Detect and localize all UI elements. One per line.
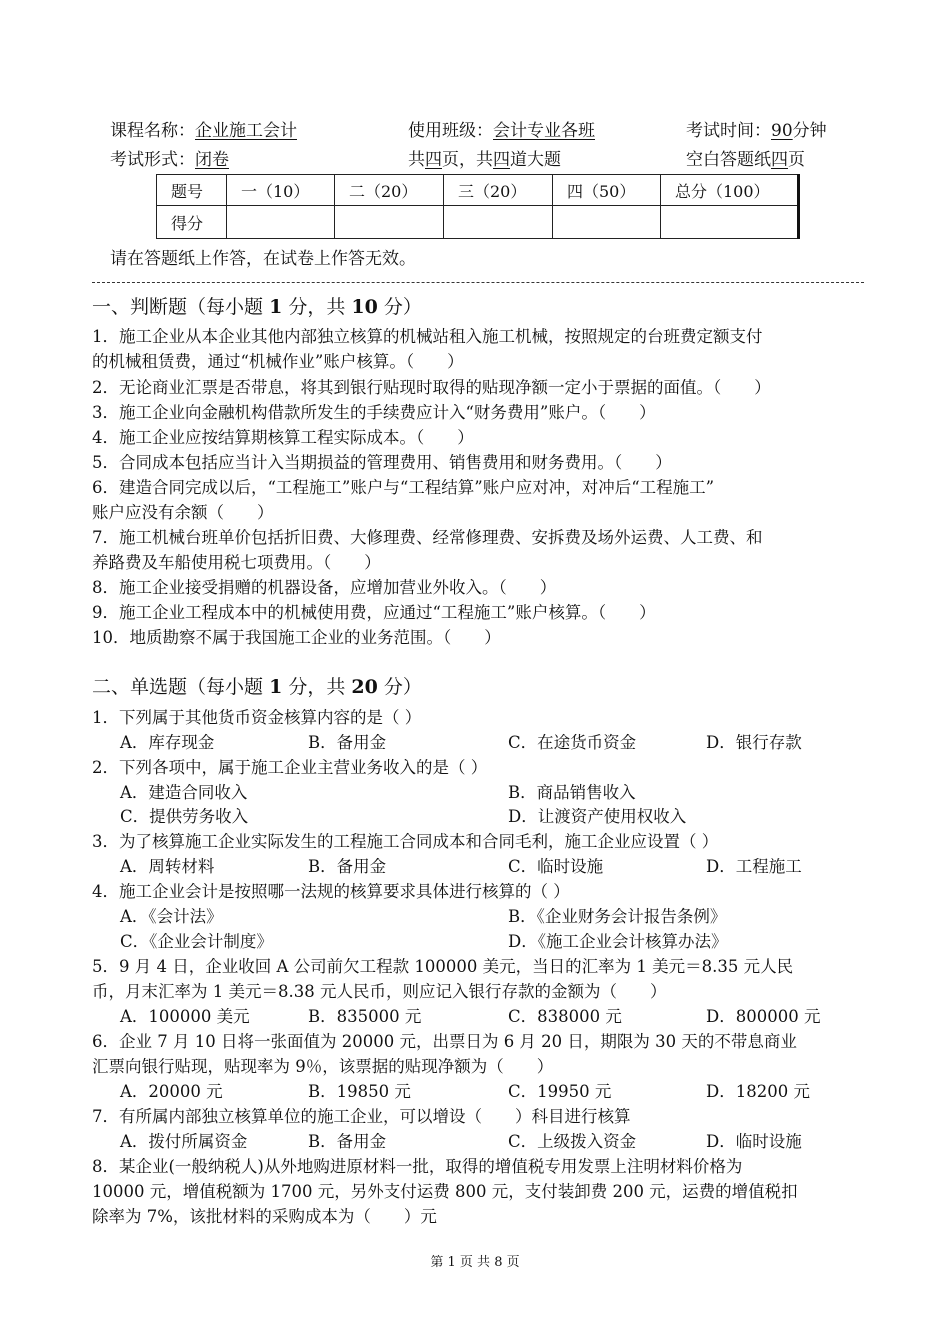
section2-title-mid: 分，共: [288, 676, 346, 698]
mc-option: C．提供劳务收入: [120, 807, 249, 826]
course-value: 企业施工会计: [195, 121, 297, 141]
blank-num: 四: [771, 150, 788, 170]
section2-title: [92, 672, 422, 699]
blank-sheets-info: [686, 145, 805, 170]
mc-option: D．工程施工: [706, 857, 802, 876]
section1-title: [92, 292, 422, 319]
course-label: 课程名称：: [110, 121, 195, 141]
tf-question-line: 养路费及车船使用税七项费用。（ ）: [92, 553, 381, 572]
format-label: 考试形式：: [110, 150, 195, 170]
score-cell: 三（20）: [444, 175, 553, 206]
mc-option: C．临时设施: [508, 857, 604, 876]
score-input-cell: [444, 206, 553, 239]
mc-option: B．备用金: [308, 733, 387, 752]
score-table-score-row: [157, 206, 799, 239]
mc-option: C．《企业会计制度》: [120, 932, 273, 951]
time-unit: 分钟: [792, 121, 827, 141]
tf-question-line: 的机械租赁费，通过“机械作业”账户核算。（ ）: [92, 352, 464, 371]
class-info: [408, 116, 595, 141]
tf-question-line: 5．合同成本包括应当计入当期损益的管理费用、销售费用和财务费用。（ ）: [92, 453, 672, 472]
mc-option: D．800000 元: [706, 1007, 821, 1026]
format-value: 闭卷: [195, 150, 229, 170]
pages-mid: 页，共: [442, 150, 493, 170]
section2-title-post: 分）: [383, 676, 422, 698]
mc-option: C．在途货币资金: [508, 733, 637, 752]
questions-post: 道大题: [510, 150, 561, 170]
section2-title-n1: 1: [269, 676, 283, 698]
section1-title-post: 分）: [383, 296, 422, 318]
class-label: 使用班级：: [408, 121, 493, 141]
mc-question-stem: 除率为 7%，该批材料的采购成本为（ ）元: [92, 1207, 437, 1226]
mc-question-stem: 汇票向银行贴现，贴现率为 9％，该票据的贴现净额为（ ）: [92, 1057, 554, 1076]
mc-option: D．银行存款: [706, 733, 802, 752]
course-name: [110, 116, 297, 141]
section1-title-pre: 一、判断题（每小题: [92, 296, 264, 318]
section2-title-pre: 二、单选题（每小题: [92, 676, 264, 698]
tf-question-line: 9．施工企业工程成本中的机械使用费，应通过“工程施工”账户核算。（ ）: [92, 603, 656, 622]
mc-option: C．上级拨入资金: [508, 1132, 637, 1151]
page-footer: 第 1 页 共 8 页: [430, 1255, 520, 1270]
mc-question-stem: 1．下列属于其他货币资金核算内容的是（ ）: [92, 708, 422, 727]
section1-title-n2: 10: [351, 296, 378, 318]
mc-option: C．19950 元: [508, 1082, 612, 1101]
pages-num: 四: [425, 150, 442, 170]
score-cell: 四（50）: [553, 175, 661, 206]
mc-question-stem: 币，月末汇率为 1 美元＝8.38 元人民币，则应记入银行存款的金额为（ ）: [92, 982, 667, 1001]
mc-option: B．商品销售收入: [508, 783, 636, 802]
mc-question-stem: 2．下列各项中，属于施工企业主营业务收入的是（ ）: [92, 758, 488, 777]
mc-question-stem: 6．企业 7 月 10 日将一张面值为 20000 元，出票日为 6 月 20 日，期限为 30 天的不带息商业: [92, 1032, 797, 1051]
mc-option: A．20000 元: [120, 1082, 223, 1101]
mc-option: B．备用金: [308, 1132, 387, 1151]
instruction: 请在答题纸上作答，在试卷上作答无效。: [110, 249, 416, 269]
class-value: 会计专业各班: [493, 121, 595, 141]
mc-option: D．临时设施: [706, 1132, 802, 1151]
mc-option: A．《会计法》: [120, 907, 223, 926]
score-input-cell: [335, 206, 444, 239]
mc-question-stem: 8．某企业(一般纳税人)从外地购进原材料一批，取得的增值税专用发票上注明材料价格为: [92, 1157, 743, 1176]
score-cell: 题号: [157, 175, 227, 206]
mc-option: B．19850 元: [308, 1082, 411, 1101]
tf-question-line: 3．施工企业向金融机构借款所发生的手续费应计入“财务费用”账户。（ ）: [92, 403, 656, 422]
score-table-header-row: [157, 175, 799, 206]
score-table: [156, 174, 800, 239]
mc-option: A．周转材料: [120, 857, 215, 876]
mc-option: B．备用金: [308, 857, 387, 876]
mc-option: C．838000 元: [508, 1007, 622, 1026]
tf-question-line: 6．建造合同完成以后，“工程施工”账户与“工程结算”账户应对冲，对冲后“工程施工”: [92, 478, 715, 497]
tf-question-line: 4．施工企业应按结算期核算工程实际成本。（ ）: [92, 428, 474, 447]
mc-option: A．100000 美元: [120, 1007, 250, 1026]
dashed-divider: [92, 282, 864, 283]
score-input-cell: [227, 206, 335, 239]
mc-option: A．库存现金: [120, 733, 215, 752]
mc-option: B．835000 元: [308, 1007, 422, 1026]
section1-title-n1: 1: [269, 296, 283, 318]
questions-num: 四: [493, 150, 510, 170]
tf-question-line: 账户应没有余额（ ）: [92, 503, 274, 522]
tf-question-line: 2．无论商业汇票是否带息，将其到银行贴现时取得的贴现净额一定小于票据的面值。（ ）: [92, 378, 771, 397]
time-label: 考试时间：: [686, 121, 771, 141]
tf-question-line: 1．施工企业从本企业其他内部独立核算的机械站租入施工机械，按照规定的台班费定额支付: [92, 327, 763, 346]
mc-option: D．《施工企业会计核算办法》: [508, 932, 728, 951]
score-input-cell: [661, 206, 799, 239]
mc-question-stem: 10000 元，增值税额为 1700 元，另外支付运费 800 元，支付装卸费 200 元，运费的增值税扣: [92, 1182, 798, 1201]
exam-format: [110, 145, 229, 170]
mc-question-stem: 5．9 月 4 日，企业收回 A 公司前欠工程款 100000 美元，当日的汇率为 1 美元＝8.35 元人民: [92, 957, 794, 976]
exam-time: [686, 116, 827, 141]
mc-question-stem: 3．为了核算施工企业实际发生的工程施工合同成本和合同毛利，施工企业应设置（ ）: [92, 832, 719, 851]
score-cell: 二（20）: [335, 175, 444, 206]
mc-question-stem: 4．施工企业会计是按照哪一法规的核算要求具体进行核算的（ ）: [92, 882, 570, 901]
score-cell: 总分（100）: [661, 175, 799, 206]
tf-question-line: 10．地质勘察不属于我国施工企业的业务范围。（ ）: [92, 628, 501, 647]
mc-option: A．拨付所属资金: [120, 1132, 248, 1151]
mc-option: D．18200 元: [706, 1082, 810, 1101]
mc-option: A．建造合同收入: [120, 783, 248, 802]
tf-question-line: 7．施工机械台班单价包括折旧费、大修理费、经常修理费、安拆费及场外运费、人工费、和: [92, 528, 763, 547]
mc-option: B．《企业财务会计报告条例》: [508, 907, 727, 926]
tf-question-line: 8．施工企业接受捐赠的机器设备，应增加营业外收入。（ ）: [92, 578, 557, 597]
score-input-cell: [553, 206, 661, 239]
pages-pre: 共: [408, 150, 425, 170]
section1-title-mid: 分，共: [288, 296, 346, 318]
score-cell: 一（10）: [227, 175, 335, 206]
score-row-label: 得分: [157, 206, 227, 239]
mc-question-stem: 7．有所属内部独立核算单位的施工企业，可以增设（ ）科目进行核算: [92, 1107, 631, 1126]
section2-title-n2: 20: [351, 676, 378, 698]
mc-option: D．让渡资产使用权收入: [508, 807, 687, 826]
page-count-info: [408, 145, 561, 170]
blank-pre: 空白答题纸: [686, 150, 771, 170]
blank-post: 页: [788, 150, 805, 170]
time-value: 90: [771, 121, 793, 141]
